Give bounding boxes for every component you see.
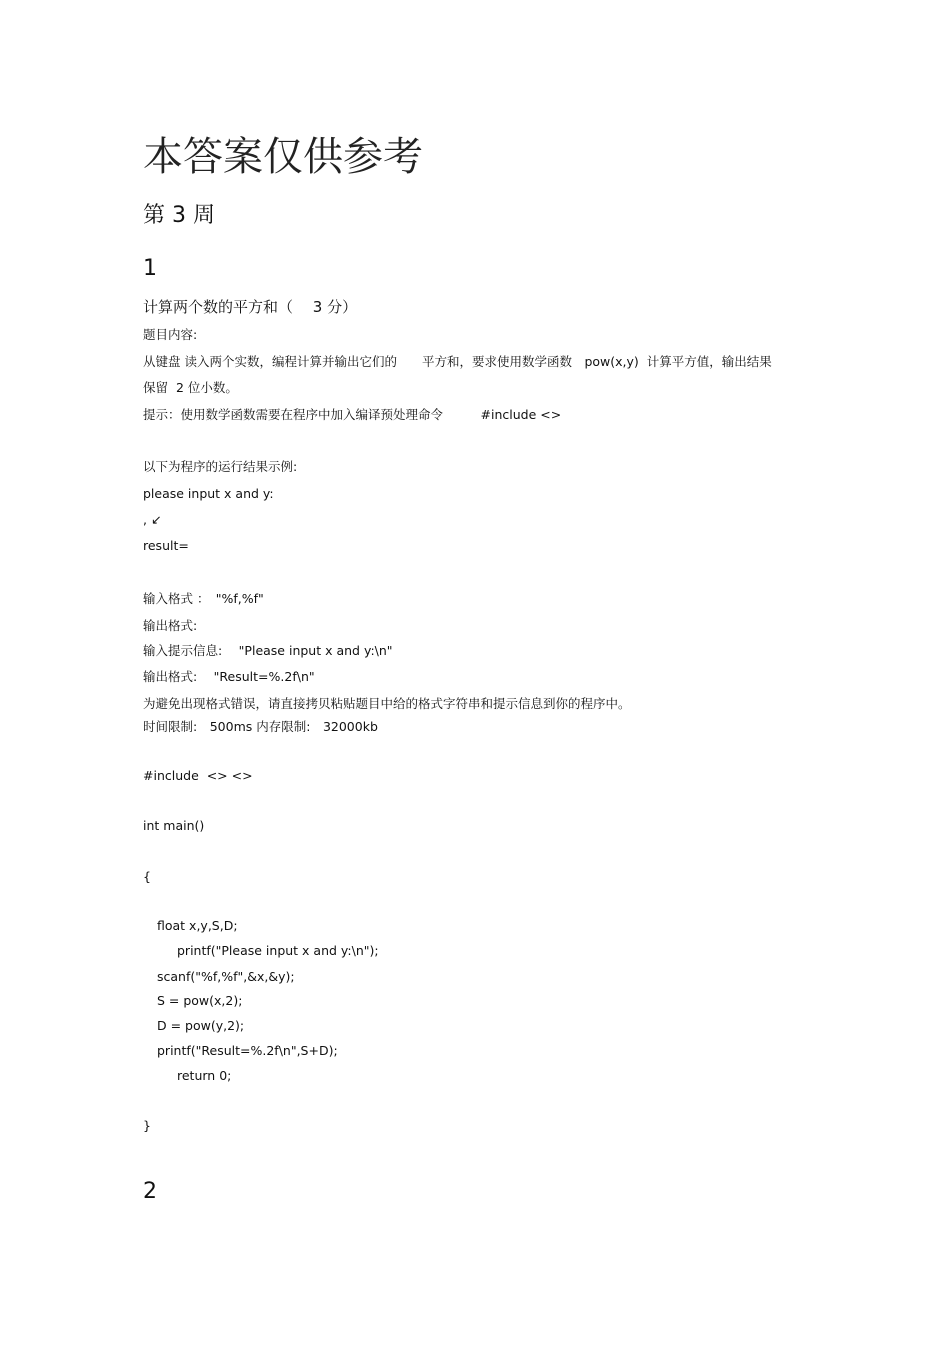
code-line: return 0;	[177, 1068, 232, 1083]
problem-heading: 计算两个数的平方和（ 3 分）	[143, 298, 358, 316]
content-label: 题目内容:	[143, 327, 198, 342]
code-line: D = pow(y,2);	[157, 1018, 245, 1033]
notice-text: 为避免出现格式错误，请直接拷贝粘贴题目中给的格式字符串和提示信息到你的程序中。	[143, 696, 631, 711]
code-line: scanf("%f,%f",&x,&y);	[157, 969, 295, 984]
week-heading: 第 3 周	[143, 203, 215, 228]
input-prompt-info: 输入提示信息: "Please input x and y:\n"	[143, 643, 393, 658]
code-line: printf("Please input x and y:\n");	[177, 943, 379, 958]
code-line: }	[143, 1118, 151, 1133]
code-line: printf("Result=%.2f\n",S+D);	[157, 1043, 338, 1058]
page-title: 本答案仅供参考	[143, 134, 423, 180]
code-line: int main()	[143, 818, 205, 833]
code-line: {	[143, 869, 151, 884]
example-result: result=	[143, 538, 189, 553]
example-label: 以下为程序的运行结果示例:	[143, 459, 298, 474]
code-line: float x,y,S,D;	[157, 918, 238, 933]
input-format: 输入格式 ： "%f,%f"	[143, 591, 264, 606]
code-line: S = pow(x,2);	[157, 993, 243, 1008]
output-format: 输出格式: "Result=%.2f\n"	[143, 669, 315, 684]
example-prompt: please input x and y:	[143, 486, 274, 501]
output-format-label: 输出格式:	[143, 618, 198, 633]
problem-number: 1	[143, 256, 157, 281]
example-input: , ↙	[143, 512, 162, 527]
description-line: 保留 2 位小数。	[143, 380, 238, 395]
limits-text: 时间限制: 500ms 内存限制: 32000kb	[143, 719, 378, 734]
description-line: 从键盘 读入两个实数，编程计算并输出它们的 平方和，要求使用数学函数 pow(x,y) 计算平方值，输出结果	[143, 354, 772, 369]
problem-number: 2	[143, 1179, 157, 1204]
code-line: #include <> <>	[143, 768, 253, 783]
hint-text: 提示：使用数学函数需要在程序中加入编译预处理命令 #include <>	[143, 407, 562, 422]
